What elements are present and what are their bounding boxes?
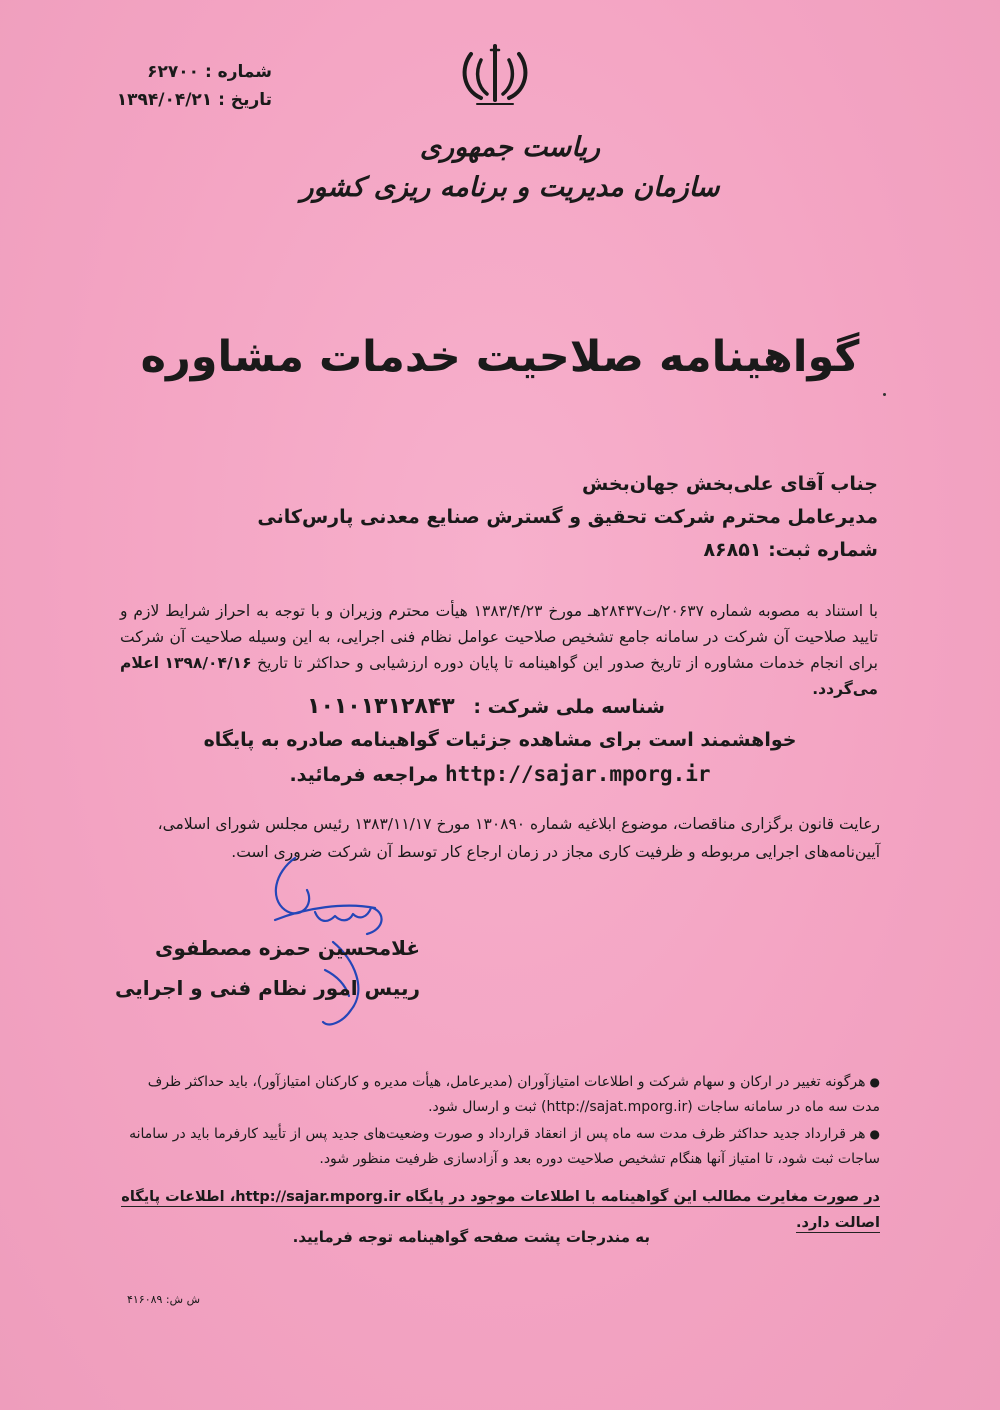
note-text-2: هر قرارداد جدید حداکثر ظرف مدت سه ماه پس از انعقاد قرارداد و صورت وضعیت‌های جدید پس از تأیید کارفرما باید در سامانه ساجات ثبت شود، تا امتیاز آنها هنگام تشخیص صلاحیت دوره بعد و آزادسازی ظرفیت منظور شود. <box>129 1126 880 1167</box>
registration-value: ۸۶۸۵۱ <box>703 539 762 561</box>
compliance-line-2: آیین‌نامه‌های اجرایی مربوطه و ظرفیت کاری مجاز در زمان ارجاع کار توسط آن شرکت ضروری است. <box>231 843 880 861</box>
speck <box>883 393 886 396</box>
note-item-1 <box>120 1070 880 1120</box>
organization-name: سازمان مدیریت و برنامه ریزی کشور <box>300 172 720 203</box>
note-text-1: هرگونه تغییر در ارکان و سهام شرکت و اطلاعات امتیازآوران (مدیرعامل، هیأت مدیره و کارکنان امتیازآور)، باید حداکثر ظرف مدت سه ماه در سامانه ساجات (http://sajat.mporg.ir) ثبت و ارسال شود. <box>147 1074 880 1115</box>
body-tail: اعلام می‌گردد. <box>120 654 878 698</box>
date-label: تاریخ : <box>218 90 272 110</box>
reference-block <box>92 58 272 114</box>
notes-list <box>120 1070 880 1174</box>
certificate-body <box>120 598 878 702</box>
visit-tail: مراجعه فرمائید. <box>289 764 439 786</box>
national-id-block <box>245 690 665 724</box>
visit-url-line <box>150 757 850 792</box>
presidency-line: ریاست جمهوری <box>419 132 601 163</box>
registration-number <box>238 534 878 567</box>
signatory-block <box>80 928 420 1008</box>
bullet-icon: ● <box>869 1075 880 1089</box>
registration-label: شماره ثبت: <box>768 539 878 561</box>
number-label: شماره : <box>204 62 272 82</box>
visit-instruction: خواهشمند است برای مشاهده جزئیات گواهینامه صادره به پایگاه <box>203 729 797 751</box>
validity-end-date: ۱۳۹۸/۰۴/۱۶ <box>164 654 252 672</box>
date-value: ۱۳۹۴/۰۴/۲۱ <box>116 90 213 110</box>
recipient-name: جناب آقای علی‌بخش جهان‌بخش <box>582 473 878 495</box>
recipient-position: مدیرعامل محترم شرکت تحقیق و گسترش صنایع معدنی پارس‌کانی <box>257 506 878 528</box>
bullet-icon: ● <box>869 1127 880 1141</box>
number-value: ۶۲۷۰۰ <box>147 62 200 82</box>
national-id-value: ۱۰۱۰۱۳۱۲۸۴۳ <box>307 694 455 719</box>
signatory-position: رییس امور نظام فنی و اجرایی <box>115 976 420 1000</box>
reference-number <box>92 58 272 86</box>
note-item-2 <box>120 1122 880 1172</box>
compliance-line-1: رعایت قانون برگزاری مناقصات، موضوع ابلاغیه شماره ۱۳۰۸۹۰ مورخ ۱۳۸۳/۱۱/۱۷ رئیس مجلس شورای اسلامی، <box>157 815 880 833</box>
signatory-name: غلامحسین حمزه مصطفوی <box>155 936 420 960</box>
organization-header <box>300 128 720 208</box>
back-page-note: به مندرجات پشت صفحه گواهینامه توجه فرمایید. <box>292 1228 650 1246</box>
reference-date <box>92 86 272 114</box>
body-paragraph: با استناد به مصوبه شماره ۲۰۶۳۷/ت۲۸۴۳۷هـ مورخ ۱۳۸۳/۴/۲۳ هیأت محترم وزیران و با توجه به احراز شرایط لازم و تایید صلاحیت آن شرکت در سامانه جامع تشخیص صلاحیت عوامل نظام فنی اجرایی، به این وسیله صلاحیت آن شرکت برای انجام خدمات مشاوره از تاریخ صدور این گواهینامه تا پایان دوره ارزشیابی و حداکثر تا تاریخ <box>120 602 878 672</box>
recipient-block <box>238 468 878 567</box>
sajar-url-link[interactable]: http://sajar.mporg.ir <box>445 762 711 786</box>
iran-emblem-icon <box>455 40 535 110</box>
warning-text: در صورت مغایرت مطالب این گواهینامه با اطلاعات موجود در پایگاه http://sajar.mporg.ir، اطلاعات پایگاه اصالت دارد. <box>121 1189 880 1231</box>
compliance-note <box>120 810 880 866</box>
form-code: ش ش: ۴۱۶۰۸۹ <box>126 1293 200 1306</box>
national-id-label: شناسه ملی شرکت : <box>473 696 665 718</box>
certificate-title: گواهینامه صلاحیت خدمات مشاوره <box>140 332 860 382</box>
